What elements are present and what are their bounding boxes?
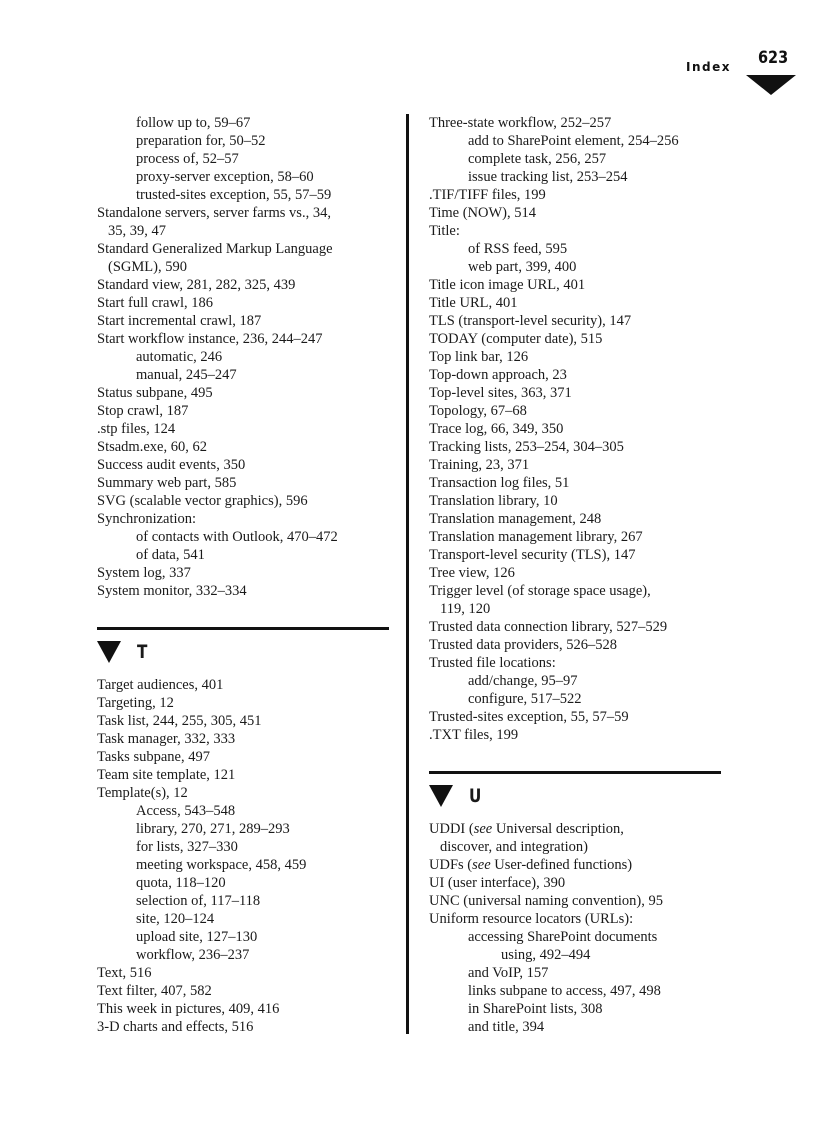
index-subentry: site, 120–124 <box>136 911 215 927</box>
index-column-left <box>97 114 397 1036</box>
index-subentry: follow up to, 59–67 <box>136 115 251 131</box>
index-subentry: complete task, 256, 257 <box>468 151 607 167</box>
section-heading-u <box>429 771 729 808</box>
index-subentry: of data, 541 <box>136 547 205 563</box>
index-column-right <box>429 114 729 1036</box>
page-number: 623 <box>758 48 789 68</box>
index-entry: Trusted data providers, 526–528 <box>429 637 617 653</box>
index-entry: Trusted data connection library, 527–529 <box>429 619 668 635</box>
section-letter: U <box>469 785 482 807</box>
index-entry: Trigger level (of storage space usage), <box>429 583 651 599</box>
index-subentry: of contacts with Outlook, 470–472 <box>136 529 338 545</box>
index-entry: Trusted-sites exception, 55, 57–59 <box>429 709 629 725</box>
index-entry: System monitor, 332–334 <box>97 583 247 599</box>
index-subentry: automatic, 246 <box>136 349 223 365</box>
index-subentry: preparation for, 50–52 <box>136 133 266 149</box>
index-entry: discover, and integration) <box>440 839 588 855</box>
index-entry: Translation management, 248 <box>429 511 602 527</box>
index-entry: Standard view, 281, 282, 325, 439 <box>97 277 296 293</box>
index-entry: Success audit events, 350 <box>97 457 246 473</box>
index-subentry: process of, 52–57 <box>136 151 239 167</box>
index-subentry: web part, 399, 400 <box>468 259 577 275</box>
index-entry: TODAY (computer date), 515 <box>429 331 603 347</box>
section-triangle-icon <box>97 641 121 663</box>
index-entry: Transport-level security (TLS), 147 <box>429 547 636 563</box>
index-entry: TLS (transport-level security), 147 <box>429 313 632 329</box>
index-entry: .stp files, 124 <box>97 421 176 437</box>
index-entry: Targeting, 12 <box>97 695 174 711</box>
index-entry: Synchronization: <box>97 511 197 527</box>
index-subentry: workflow, 236–237 <box>136 947 250 963</box>
index-entry: Top link bar, 126 <box>429 349 529 365</box>
index-entry: Target audiences, 401 <box>97 677 224 693</box>
index-entry: Three-state workflow, 252–257 <box>429 115 612 131</box>
index-entry: UDDI (see Universal description, <box>429 821 624 837</box>
page-tab-triangle-icon <box>746 75 796 95</box>
section-triangle-icon <box>429 785 453 807</box>
section-rule <box>97 627 389 630</box>
index-entry: Task list, 244, 255, 305, 451 <box>97 713 262 729</box>
index-entry: Template(s), 12 <box>97 785 188 801</box>
index-subentry: Access, 543–548 <box>136 803 236 819</box>
index-entry: Team site template, 121 <box>97 767 236 783</box>
index-subentry: add to SharePoint element, 254–256 <box>468 133 679 149</box>
section-letter: T <box>137 641 148 663</box>
index-entry: Top-level sites, 363, 371 <box>429 385 572 401</box>
index-entry: Task manager, 332, 333 <box>97 731 236 747</box>
column-divider <box>406 114 409 1034</box>
index-subentry: upload site, 127–130 <box>136 929 258 945</box>
index-entry: Translation management library, 267 <box>429 529 643 545</box>
index-entry: UNC (universal naming convention), 95 <box>429 893 663 909</box>
index-subentry: in SharePoint lists, 308 <box>468 1001 603 1017</box>
index-subentry: meeting workspace, 458, 459 <box>136 857 307 873</box>
index-entry: Trace log, 66, 349, 350 <box>429 421 564 437</box>
index-entry: Time (NOW), 514 <box>429 205 537 221</box>
index-entry: Title: <box>429 223 460 239</box>
index-entry: SVG (scalable vector graphics), 596 <box>97 493 308 509</box>
index-entry: Text filter, 407, 582 <box>97 983 212 999</box>
index-subentry: and title, 394 <box>468 1019 545 1035</box>
index-entry: .TIF/TIFF files, 199 <box>429 187 546 203</box>
index-subentry: using, 492–494 <box>501 947 591 963</box>
index-subentry: library, 270, 271, 289–293 <box>136 821 290 837</box>
index-entry: System log, 337 <box>97 565 191 581</box>
index-entry: 119, 120 <box>440 601 491 617</box>
section-heading-t <box>97 627 397 664</box>
index-subentry: quota, 118–120 <box>136 875 226 891</box>
index-subentry: selection of, 117–118 <box>136 893 261 909</box>
index-entry: Transaction log files, 51 <box>429 475 570 491</box>
index-subentry: configure, 517–522 <box>468 691 582 707</box>
index-entry: Stop crawl, 187 <box>97 403 189 419</box>
index-subentry: trusted-sites exception, 55, 57–59 <box>136 187 332 203</box>
index-subentry: accessing SharePoint documents <box>468 929 658 945</box>
index-entry: Title icon image URL, 401 <box>429 277 586 293</box>
index-subentry: and VoIP, 157 <box>468 965 549 981</box>
index-entry: Standalone servers, server farms vs., 34, <box>97 205 331 221</box>
index-entry: Stsadm.exe, 60, 62 <box>97 439 207 455</box>
index-entry: Tree view, 126 <box>429 565 515 581</box>
index-entry: Status subpane, 495 <box>97 385 213 401</box>
index-entry: UI (user interface), 390 <box>429 875 566 891</box>
index-subentry: issue tracking list, 253–254 <box>468 169 628 185</box>
index-subentry: of RSS feed, 595 <box>468 241 568 257</box>
index-entry: UDFs (see User-defined functions) <box>429 857 633 873</box>
index-subentry: proxy-server exception, 58–60 <box>136 169 314 185</box>
index-subentry: manual, 245–247 <box>136 367 237 383</box>
running-header-label: Index <box>686 60 731 74</box>
index-entry: This week in pictures, 409, 416 <box>97 1001 280 1017</box>
index-entry: Text, 516 <box>97 965 152 981</box>
index-entry: 3-D charts and effects, 516 <box>97 1019 254 1035</box>
index-entry: .TXT files, 199 <box>429 727 519 743</box>
index-entry: Topology, 67–68 <box>429 403 527 419</box>
index-entry: Title URL, 401 <box>429 295 518 311</box>
index-entry: Training, 23, 371 <box>429 457 530 473</box>
section-rule <box>429 771 721 774</box>
index-entry: Summary web part, 585 <box>97 475 237 491</box>
index-entry: Start incremental crawl, 187 <box>97 313 262 329</box>
index-subentry: add/change, 95–97 <box>468 673 578 689</box>
index-subentry: for lists, 327–330 <box>136 839 238 855</box>
index-entry: Tracking lists, 253–254, 304–305 <box>429 439 624 455</box>
index-entry: Trusted file locations: <box>429 655 556 671</box>
index-entry: Translation library, 10 <box>429 493 558 509</box>
index-entry: Start full crawl, 186 <box>97 295 213 311</box>
index-entry: Standard Generalized Markup Language <box>97 241 333 257</box>
index-entry: Tasks subpane, 497 <box>97 749 210 765</box>
index-entry: Uniform resource locators (URLs): <box>429 911 634 927</box>
index-entry: Start workflow instance, 236, 244–247 <box>97 331 323 347</box>
index-entry: 35, 39, 47 <box>108 223 166 239</box>
index-subentry: links subpane to access, 497, 498 <box>468 983 661 999</box>
index-entry: (SGML), 590 <box>108 259 187 275</box>
index-entry: Top-down approach, 23 <box>429 367 567 383</box>
